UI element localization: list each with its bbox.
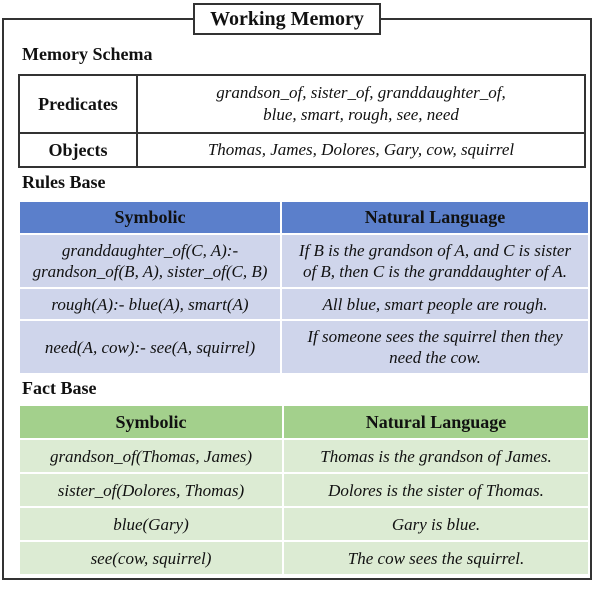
rule-natural-line: If B is the grandson of A, and C is sister xyxy=(298,241,572,260)
objects-value: Thomas, James, Dolores, Gary, cow, squirrel xyxy=(137,133,585,167)
rule-symbolic-cell xyxy=(19,234,281,288)
rules-base-heading: Rules Base xyxy=(22,172,106,192)
fact-symbolic-cell: grandson_of(Thomas, James) xyxy=(19,439,283,473)
rule-symbolic-cell: rough(A):- blue(A), smart(A) xyxy=(19,288,281,320)
objects-label: Objects xyxy=(19,133,137,167)
table-row xyxy=(19,541,589,575)
memory-schema-heading: Memory Schema xyxy=(22,44,153,64)
predicates-line-1: grandson_of, sister_of, granddaughter_of, xyxy=(216,83,506,102)
fact-natural-cell: The cow sees the squirrel. xyxy=(283,541,589,575)
rule-symbolic-cell: need(A, cow):- see(A, squirrel) xyxy=(19,320,281,374)
rule-natural-cell: All blue, smart people are rough. xyxy=(281,288,589,320)
predicates-label: Predicates xyxy=(19,75,137,133)
fact-natural-cell: Gary is blue. xyxy=(283,507,589,541)
memory-schema-table xyxy=(18,74,586,168)
rule-natural-cell xyxy=(281,234,589,288)
table-row xyxy=(19,320,589,374)
rule-natural-cell xyxy=(281,320,589,374)
working-memory-title: Working Memory xyxy=(193,3,381,35)
predicates-value xyxy=(137,75,585,133)
rules-natural-language-header: Natural Language xyxy=(281,201,589,234)
fact-symbolic-cell: blue(Gary) xyxy=(19,507,283,541)
rule-natural-line: If someone sees the squirrel then they xyxy=(307,327,563,346)
rule-natural-line: need the cow. xyxy=(389,348,481,367)
table-row xyxy=(19,507,589,541)
fact-natural-cell: Dolores is the sister of Thomas. xyxy=(283,473,589,507)
table-row xyxy=(19,473,589,507)
fact-symbolic-cell: see(cow, squirrel) xyxy=(19,541,283,575)
rule-natural-line: of B, then C is the granddaughter of A. xyxy=(302,262,568,281)
table-row xyxy=(19,439,589,473)
facts-symbolic-header: Symbolic xyxy=(19,405,283,439)
table-row xyxy=(19,288,589,320)
fact-base-heading: Fact Base xyxy=(22,378,97,398)
fact-natural-cell: Thomas is the grandson of James. xyxy=(283,439,589,473)
rule-symbolic-line: granddaughter_of(C, A):- xyxy=(61,241,239,260)
facts-natural-language-header: Natural Language xyxy=(283,405,589,439)
fact-symbolic-cell: sister_of(Dolores, Thomas) xyxy=(19,473,283,507)
table-row xyxy=(19,234,589,288)
predicates-line-2: blue, smart, rough, see, need xyxy=(263,105,459,124)
rules-symbolic-header: Symbolic xyxy=(19,201,281,234)
rule-symbolic-line: grandson_of(B, A), sister_of(C, B) xyxy=(32,262,268,281)
rules-base-table xyxy=(18,200,590,375)
fact-base-table xyxy=(18,404,590,576)
